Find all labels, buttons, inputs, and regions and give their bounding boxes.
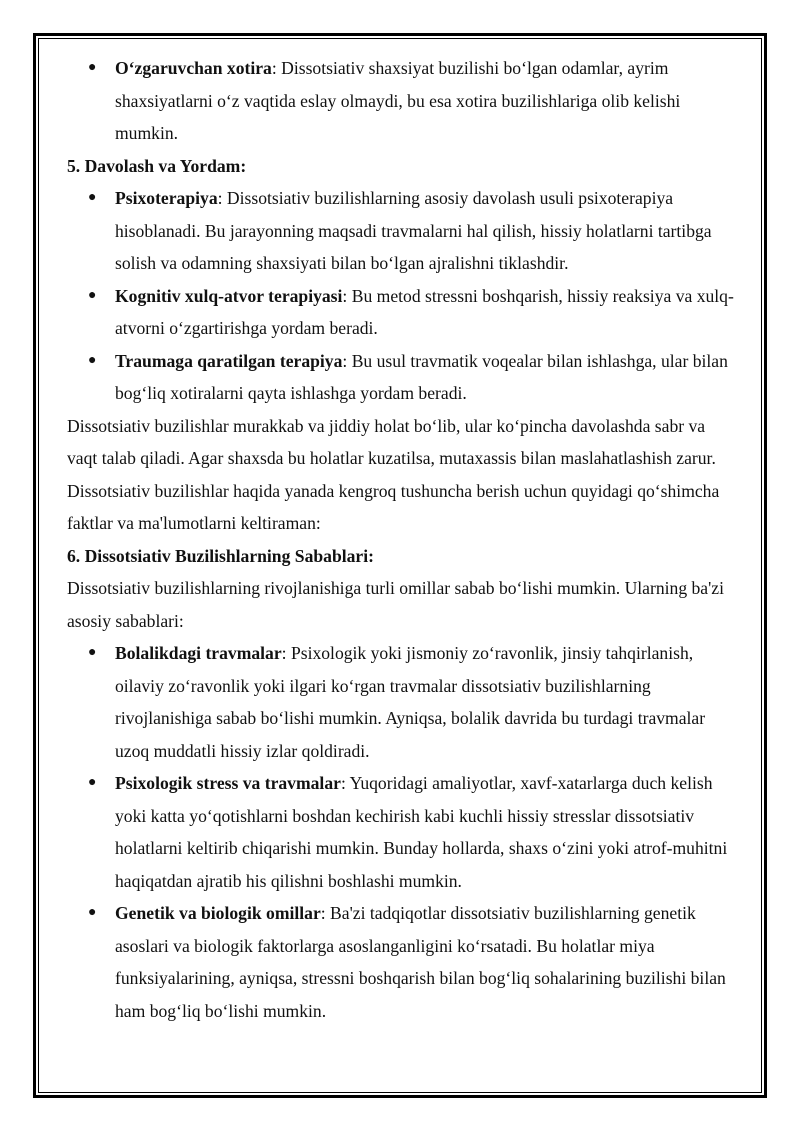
bullet-icon: ● <box>88 775 97 790</box>
item-text: : Psixologik yoki jismoniy zo‘ravonlik, jinsiy tahqirlanish, oilaviy zo‘ravonlik yoki ilgari ko‘rgan travmalar dissotsiativ buzilishlarning rivojlanishiga sabab bo‘lishi mumkin. Ayniqsa, bolalik davrida bu turdagi travmalar uzoq muddatli hissiy izlar qoldiradi. <box>115 643 706 761</box>
list-item <box>67 280 739 345</box>
list-item <box>67 345 739 410</box>
list-item <box>67 767 739 897</box>
bullet-icon: ● <box>88 60 97 75</box>
item-term: Bolalikdagi travmalar <box>115 643 282 663</box>
item-term: Traumaga qaratilgan terapiya <box>115 350 343 371</box>
item-text: : Bu usul travmatik voqealar bilan ishlashga, ular bilan bog‘liq xotiralarni qayta ishlashga yordam beradi. <box>115 350 728 403</box>
item-text: : Dissotsiativ shaxsiyat buzilishi bo‘lgan odamlar, ayrim shaxsiyatlarni o‘z vaqtida eslay olmaydi, bu esa xotira buzilishlariga olib kelishi mumkin. <box>115 58 681 143</box>
bullet-icon: ● <box>88 190 97 205</box>
section-6-heading: 6. Dissotsiativ Buzilishlarning Sabablari: <box>67 545 374 566</box>
item-term: Kognitiv xulq-atvor terapiyasi <box>115 285 343 306</box>
list-item <box>67 637 739 767</box>
item-term: Genetik va biologik omillar <box>115 903 321 923</box>
treatment-bullet-list <box>67 182 739 410</box>
item-term: O‘zgaruvchan xotira <box>115 58 272 78</box>
section-5-heading: 5. Davolash va Yordam: <box>67 155 247 176</box>
document-body <box>67 52 739 1027</box>
item-term: Psixologik stress va travmalar <box>115 773 341 793</box>
memory-bullet-list <box>67 52 739 150</box>
intro-paragraph: Dissotsiativ buzilishlar haqida yanada kengroq tushuncha berish uchun quyidagi qo‘shimcha faktlar va ma'lumotlarni keltiraman: <box>67 480 720 533</box>
bullet-icon: ● <box>88 645 97 660</box>
summary-paragraph: Dissotsiativ buzilishlar murakkab va jiddiy holat bo‘lib, ular ko‘pincha davolashda sabr va vaqt talab qiladi. Agar shaxsda bu holatlar kuzatilsa, mutaxassis bilan maslahatlashish zarur. <box>67 415 716 468</box>
bullet-icon: ● <box>88 287 97 303</box>
item-text: : Ba'zi tadqiqotlar dissotsiativ buzilishlarning genetik asoslari va biologik faktorlarga asoslanganligini ko‘rsatadi. Bu holatlar miya funksiyalarining, ayniqsa, stressni boshqarish bilan bog‘liq sohalarining buzilishi bilan ham bog‘liq bo‘lishi mumkin. <box>115 903 726 1021</box>
item-text: : Bu metod stressni boshqarish, hissiy reaksiya va xulq-atvorni o‘zgartirishga yordam beradi. <box>115 285 734 338</box>
bullet-icon: ● <box>88 905 97 920</box>
list-item <box>67 182 739 280</box>
section-6-intro: Dissotsiativ buzilishlarning rivojlanishiga turli omillar sabab bo‘lishi mumkin. Ularning ba'zi asosiy sabablari: <box>67 578 724 631</box>
list-item <box>67 897 739 1027</box>
item-text: : Dissotsiativ buzilishlarning asosiy davolash usuli psixoterapiya hisoblanadi. Bu jarayonning maqsadi travmalarni hal qilish, hissiy holatlarni tartibga solish va odamning shaxsiyati bilan bo‘lgan ajralishni tiklashdir. <box>115 188 712 273</box>
causes-bullet-list <box>67 637 739 1027</box>
item-text: : Yuqoridagi amaliyotlar, xavf-xatarlarga duch kelish yoki katta yo‘qotishlarni boshdan kechirish kabi kuchli hissiy stresslar dissotsiativ holatlarni keltirib chiqarishi mumkin. Bunday hollarda, shaxs o‘zini yoki atrof-muhitni haqiqatdan ajratib his qilishni boshlashi mumkin. <box>115 773 728 891</box>
item-term: Psixoterapiya <box>115 188 218 208</box>
list-item <box>67 52 739 150</box>
bullet-icon: ● <box>88 352 97 368</box>
